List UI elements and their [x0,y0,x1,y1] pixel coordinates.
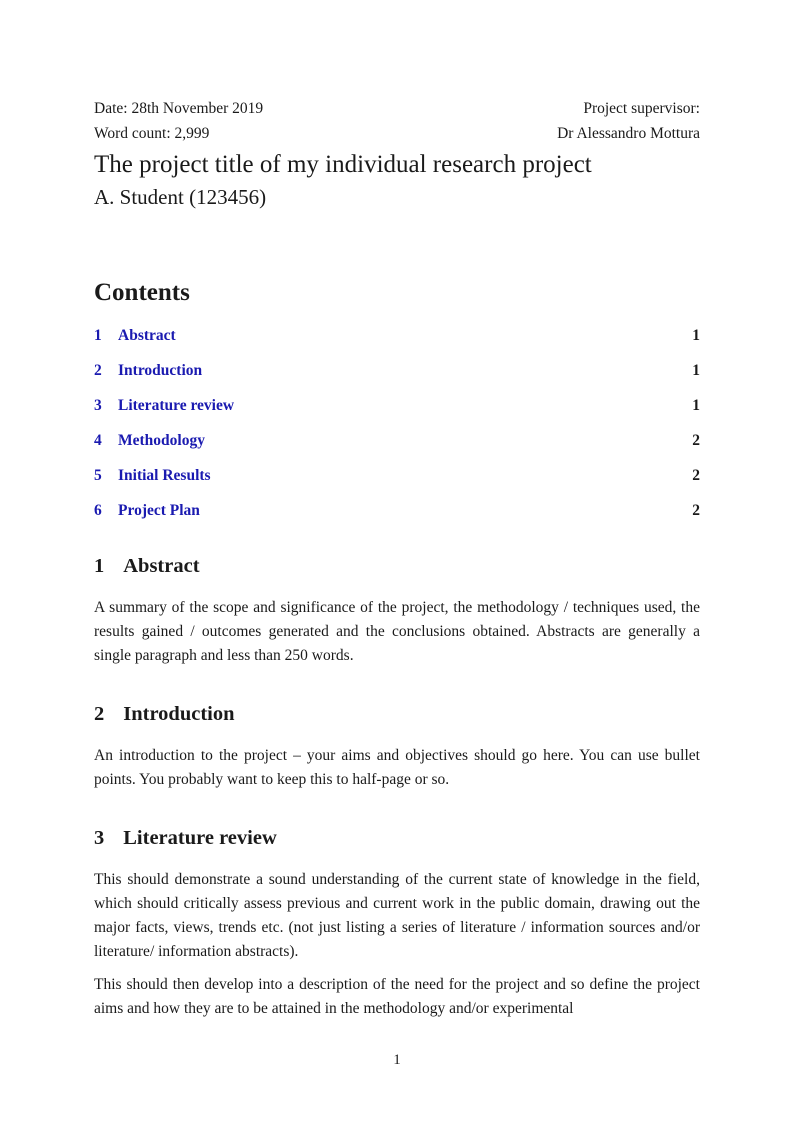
toc-item-label: Initial Results [118,467,211,484]
section-heading-introduction [94,701,700,727]
section-heading-abstract [94,553,700,579]
document-author: A. Student (123456) [94,185,267,209]
paragraph: A summary of the scope and significance of the project, the methodology / techniques used, the results gained / outcomes generated and the conclusions obtained. Abstracts are generally a single paragraph and less than 250 words. [94,599,700,664]
toc-item-label: Methodology [118,432,205,449]
supervisor-label: Project supervisor: [583,100,700,117]
section-number: 1 [94,555,105,577]
toc-item-introduction[interactable] [94,359,700,383]
toc-item-number: 4 [94,432,102,449]
toc-item-literature-review[interactable] [94,394,700,418]
section-abstract [94,553,700,668]
toc-item-number: 5 [94,467,102,484]
toc-item-abstract[interactable] [94,324,700,348]
paragraph: This should then develop into a description of the need for the project and so define the project aims and how they are to be attained in the methodology and/or experimental [94,976,700,1017]
toc-item-page: 1 [692,362,700,379]
page-number: 1 [393,1052,401,1068]
toc-item-number: 6 [94,502,102,519]
toc-item-number: 3 [94,397,102,414]
toc-item-page: 1 [692,397,700,414]
toc-item-page: 2 [692,502,700,519]
date-line: Date: 28th November 2019 [94,100,264,117]
header-row-1 [94,96,700,121]
toc-item-label: Introduction [118,362,203,379]
toc-item-label: Project Plan [118,502,200,519]
toc-item-project-plan[interactable] [94,499,700,523]
toc-item-number: 2 [94,362,102,379]
section-number: 3 [94,827,105,849]
section-heading-literature-review [94,825,700,851]
section-title: Literature review [123,827,277,849]
document-title: The project title of my individual research project [94,151,592,178]
toc-item-page: 1 [692,327,700,344]
toc-item-initial-results[interactable] [94,464,700,488]
word-count-line: Word count: 2,999 [94,125,210,142]
toc-item-label: Literature review [118,397,235,414]
paragraph: An introduction to the project – your aims and objectives should go here. You can use bullet points. You probably want to keep this to half-page or so. [94,747,700,788]
toc-item-methodology[interactable] [94,429,700,453]
header-row-2 [94,121,700,146]
section-title: Abstract [123,555,200,577]
document-header [94,96,700,146]
section-number: 2 [94,703,105,725]
section-introduction [94,701,700,792]
contents-heading: Contents [94,279,190,306]
paragraph: This should demonstrate a sound understanding of the current state of knowledge in the field, which should critically assess previous and current work in the public domain, drawing out the major facts, views, trends etc. (not just listing a series of literature / information sources and/or literature/ information abstracts). [94,871,700,960]
supervisor-name: Dr Alessandro Mottura [557,125,700,142]
toc-item-number: 1 [94,327,102,344]
toc-item-page: 2 [692,467,700,484]
section-literature-review [94,825,700,1021]
section-title: Introduction [123,703,235,725]
table-of-contents [94,324,700,523]
toc-item-page: 2 [692,432,700,449]
toc-item-label: Abstract [118,327,176,344]
